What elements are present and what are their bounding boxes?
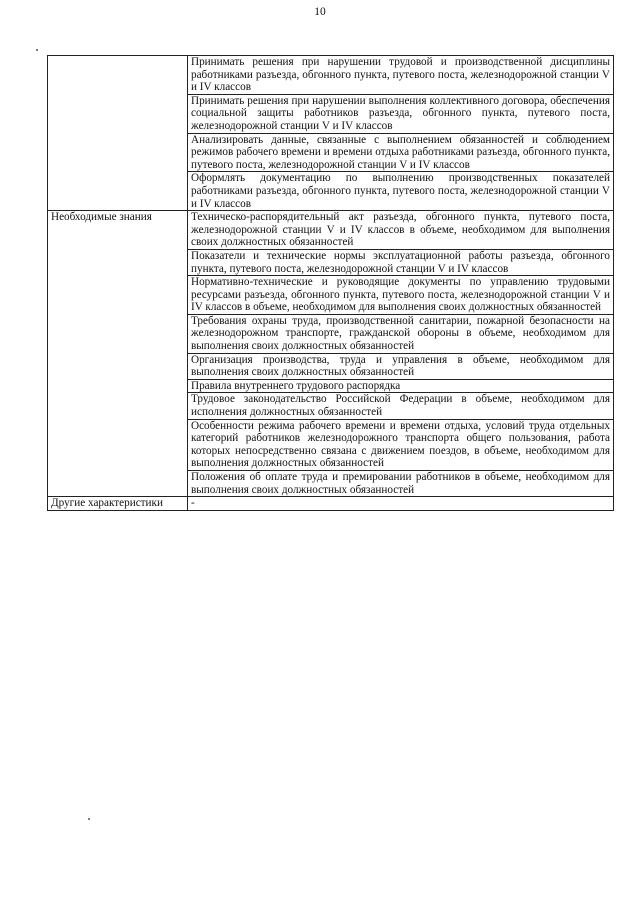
requirement-text: Техническо-распорядительный акт разъезда, обгонного пункта, путевого поста, железнодорожной станции V и IV классов в объеме, необходимом для выполнения своих должностных обязанностей — [191, 211, 610, 249]
requirement-text: Требования охраны труда, производственной санитарии, пожарной безопасности на железнодорожном транспорте, гражданской обороны в объеме, необходимом для выполнения своих должностных обязанностей — [191, 314, 610, 353]
requirement-text: Организация производства, труда и управления в объеме, необходимом для выполнения своих должностных обязанностей — [191, 353, 610, 379]
knowledge-skills-table — [47, 55, 614, 511]
requirement-cell — [188, 94, 614, 133]
scan-speck — [36, 49, 38, 51]
scan-speck — [88, 818, 90, 820]
requirement-cell — [188, 393, 614, 419]
requirement-cell — [188, 497, 614, 511]
table-row — [48, 211, 614, 250]
requirement-cell — [188, 419, 614, 470]
table-row — [48, 56, 614, 95]
requirement-text: - — [191, 497, 195, 510]
requirement-cell — [188, 314, 614, 353]
table-row — [48, 497, 614, 511]
requirement-cell — [188, 56, 614, 95]
requirement-text: Принимать решения при нарушении выполнения коллективного договора, обеспечения социальной защиты работников разъезда, обгонного пункта, путевого поста, железнодорожной станции V и IV классов — [191, 94, 610, 132]
section-label: Другие характеристики — [51, 497, 163, 510]
requirement-cell — [188, 133, 614, 172]
requirement-text: Принимать решения при нарушении трудовой и производственной дисциплины работниками разъезда, обгонного пункта, путевого поста, железнодорожной станции V и IV классов — [191, 56, 610, 94]
requirement-cell — [188, 471, 614, 497]
requirement-text: Трудовое законодательство Российской Федерации в объеме, необходимом для исполнения должностных обязанностей — [191, 393, 610, 419]
requirement-text: Положения об оплате труда и премировании работников в объеме, необходимом для выполнения своих должностных обязанностей — [191, 471, 610, 496]
requirement-text: Анализировать данные, связанные с выполнением обязанностей и соблюдением режимов рабочего времени и времени отдыха работниками разъезда, обгонного пункта, путевого поста, железнодорожной станции V и IV классов — [191, 133, 610, 171]
requirement-text: Показатели и технические нормы эксплуатационной работы разъезда, обгонного пункта, путевого поста, железнодорожной станции V и IV классов — [191, 249, 610, 275]
requirement-text: Правила внутреннего трудового распорядка — [191, 379, 401, 392]
requirement-cell — [188, 172, 614, 211]
section-label-cell — [48, 497, 188, 511]
section-label: Необходимые знания — [51, 211, 152, 224]
page-number: 10 — [314, 6, 326, 18]
section-label-cell — [48, 211, 188, 497]
requirement-text: Особенности режима рабочего времени и времени отдыха, условий труда отдельных категорий работников железнодорожного транспорта общего пользования, работа которых непосредственно связана с движением поездов, в объеме, необходимом для выполнения должностных обязанностей — [191, 419, 610, 470]
requirement-cell — [188, 249, 614, 275]
section-label-cell — [48, 56, 188, 211]
requirement-cell — [188, 379, 614, 393]
requirement-cell — [188, 353, 614, 379]
requirement-text: Оформлять документацию по выполнению производственных показателей работниками разъезда, обгонного пункта, путевого поста, железнодорожной станции V и IV классов — [191, 172, 610, 210]
requirement-cell — [188, 276, 614, 315]
requirement-text: Нормативно-технические и руководящие документы по управлению трудовыми ресурсами разъезда, обгонного пункта, путевого поста, железнодорожной станции V и IV классов в объеме, необходимом для выполнения своих должностных обязанностей — [191, 276, 610, 314]
requirement-cell — [188, 211, 614, 250]
